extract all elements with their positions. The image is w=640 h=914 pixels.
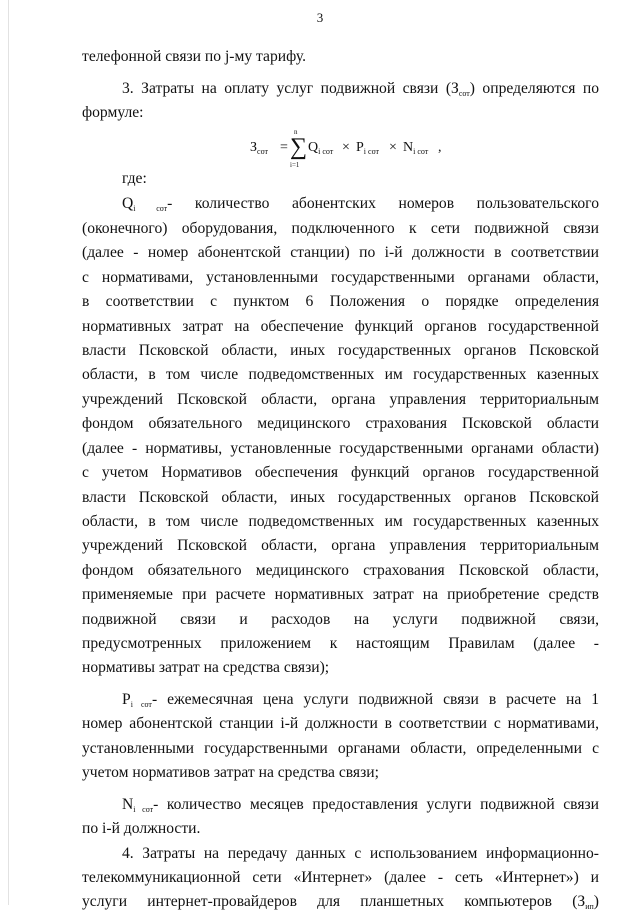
text-line: фондом обязательного медицинского страхования Псковской области — [82, 415, 599, 432]
text-line: телекоммуникационной сети «Интернет» (далее - сеть «Интернет») и — [82, 869, 599, 886]
text-line: с учетом Нормативов обеспечения функций органов государственной — [82, 464, 599, 481]
text-line: 4. Затраты на передачу данных с использованием информационно- — [122, 845, 599, 862]
text-line: власти Псковской области, иных государственных органов Псковской — [82, 342, 599, 359]
text-line: применяемые при расчете нормативных затрат на приобретение средств — [82, 586, 599, 603]
text-line: фондом обязательного медицинского страхования Псковской области, — [82, 562, 599, 579]
formula: $З_{сот}$ = n ∑ i=1 $Q_{i сот}$ × $P_{i сот}$ × $N_{i сот}$ , — [250, 128, 442, 169]
text-line: установленными государственными органами области, определенными с — [82, 740, 599, 757]
text-line: подвижной связи и расходов на услуги подвижной связи, — [82, 611, 599, 628]
text-line: учреждений Псковской области, органа управления территориальным — [82, 391, 599, 408]
text-line: (далее - нормативы, установленные государственными органами области) — [82, 440, 599, 457]
text-line: по i-й должности. — [82, 820, 201, 837]
text-line: нормативных затрат на обеспечение функций органов государственной — [82, 318, 599, 335]
text-line: номер абонентской станции i-й должности в соответствии с нормативами, — [82, 715, 599, 732]
text-line: (далее - номер абонентской станции) по i-й должности в соответствии — [82, 244, 599, 261]
text-line: с нормативами, установленными государственными органами области, — [82, 269, 599, 286]
text-line: (оконечного) оборудования, подключенного к сети подвижной связи — [82, 220, 599, 237]
text-line: предусмотренных приложением к настоящим Правилам (далее - — [82, 635, 599, 652]
text-line: власти Псковской области, иных государственных органов Псковской — [82, 489, 599, 506]
text-line: в соответствии с пунктом 6 Положения о порядке определения — [82, 293, 599, 310]
text-line: нормативы затрат на средства связи); — [82, 659, 330, 676]
page-number: 3 — [316, 10, 324, 25]
text-line: Ni сот- количество месяцев предоставления услуги подвижной связи — [122, 796, 599, 814]
text-line: 3. Затраты на оплату услуг подвижной связи (Зсот) определяются по — [122, 80, 600, 98]
text-line: телефонной связи по j-му тарифу. — [82, 48, 306, 65]
text-line: области, в том числе подведомственных им государственных казенных — [82, 513, 599, 530]
text-line: области, в том числе подведомственных им государственных казенных — [82, 366, 599, 383]
text-line: услуги интернет-провайдеров для планшетных компьютеров (Зип) — [82, 893, 599, 911]
text-line: Pi сот- ежемесячная цена услуги подвижной связи в расчете на 1 — [122, 691, 600, 709]
text-line: учреждений Псковской области, органа управления территориальным — [82, 537, 599, 554]
scan-edge — [8, 0, 9, 905]
text-line: где: — [122, 170, 147, 187]
text-line: формуле: — [82, 104, 144, 121]
text-line: Qi сот- количество абонентских номеров пользовательского — [122, 195, 599, 213]
text-line: учетом нормативов затрат на средства связи; — [82, 764, 379, 781]
